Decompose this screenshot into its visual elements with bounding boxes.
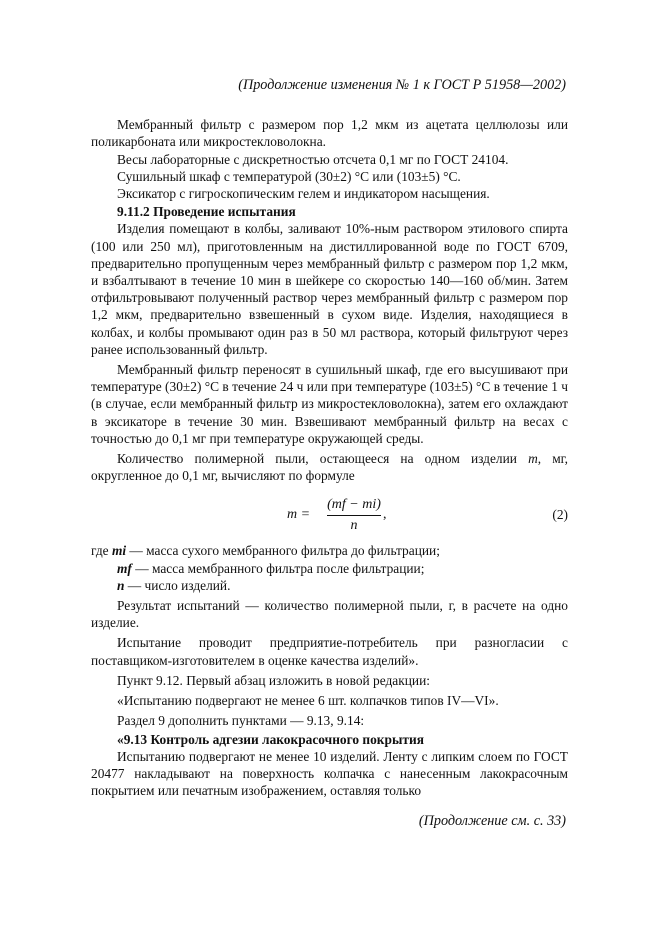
formula-intro-var: m [528, 451, 538, 467]
paragraph-adhesion-test: Испытанию подвергают не менее 10 изделий. Ленту с липким слоем по ГОСТ 20477 накладывают на поверхность колпачка с нанесенным лакокрасочным покрытием или печатным изображением, оставляя только [91, 748, 568, 799]
formula-block [91, 490, 568, 542]
intro-line-desiccator: Эксикатор с гигроскопическим гелем и индикатором насыщения. [117, 186, 490, 202]
legend-item-mf [91, 560, 568, 577]
formula-number: (2) [552, 507, 568, 523]
legend-item-n [91, 577, 568, 594]
legend-text: — масса сухого мембранного фильтра до фильтрации; [126, 543, 440, 559]
paragraph-formula-intro [91, 450, 568, 484]
legend-item-mi [91, 542, 568, 559]
legend-text: — масса мембранного фильтра после фильтрации; [131, 560, 425, 576]
section-heading-9-13: «9.13 Контроль адгезии лакокрасочного покрытия [117, 731, 424, 747]
formula-lhs: m = [287, 507, 311, 523]
legend-term: mf [117, 560, 132, 576]
paragraph-item-9-12: Пункт 9.12. Первый абзац изложить в новой редакции: [117, 672, 430, 688]
formula-denominator: n [350, 517, 358, 533]
formula-intro-post: , мг, округленное до 0,1 мг, вычисляют по формуле [91, 451, 568, 484]
legend-prefix: где [91, 543, 112, 559]
document-page [91, 77, 568, 831]
paragraph-quote-9-12: «Испытанию подвергают не менее 6 шт. колпачков типов IV—VI». [117, 693, 499, 709]
paragraph-procedure: Изделия помещают в колбы, заливают 10%-ным раствором этилового спирта (100 или 250 мл), приготовленным на дистиллированной воде по ГОСТ 6709, предварительно пропущенным через мембранный фильтр с размером пор 1,2 мкм, и взбалтывают в течение 10 мин в шейкере со скоростью 140—160 об/мин. Затем отфильтровывают полученный раствор через мембранный фильтр с размером пор 1,2 мкм, предварительно взвешенный в сухом виде. Изделия, находящиеся в колбах, и колбы промывают один раз в 50 мл раствора, который фильтруют через ранее использованный фильтр. [91, 221, 568, 357]
page-header: (Продолжение изменения № 1 к ГОСТ Р 51958—2002) [238, 77, 566, 93]
paragraph-dispute: Испытание проводит предприятие-потребитель при разногласии с поставщиком-изготовителем в оценке качества изделий». [91, 635, 568, 668]
legend-text: — число изделий. [124, 577, 231, 593]
intro-line-membrane: Мембранный фильтр с размером пор 1,2 мкм из ацетата целлюлозы или поликарбоната или микростекловолокна. [91, 117, 568, 150]
paragraph-drying: Мембранный фильтр переносят в сушильный шкаф, где его высушивают при температуре (30±2) °С в течение 24 ч или при температуре (103±5) °С в течение 1 ч (в случае, если мембранный фильтр из микростекловолокна), затем его охлаждают в эксикаторе в течение 30 мин. Взвешивают мембранный фильтр на весах с точностью до 0,1 мг при температуре окружающей среды. [91, 362, 568, 446]
legend-term: mi [111, 543, 127, 559]
legend-term: n [117, 577, 125, 593]
intro-line-oven: Сушильный шкаф с температурой (30±2) °С или (103±5) °С. [117, 168, 461, 184]
section-heading-9-11-2: 9.11.2 Проведение испытания [117, 204, 296, 220]
paragraph-section-9-addition: Раздел 9 дополнить пунктами — 9.13, 9.14: [117, 713, 365, 729]
formula-numerator: (mf − mi) [327, 496, 381, 515]
formula-comma: , [383, 507, 387, 523]
intro-line-scales: Весы лабораторные с дискретностью отсчета 0,1 мг по ГОСТ 24104. [117, 151, 509, 167]
paragraph-result: Результат испытаний — количество полимерной пыли, г, в расчете на одно изделие. [91, 598, 568, 631]
formula-fraction [327, 496, 381, 533]
formula-intro-pre: Количество полимерной пыли, остающееся на одном изделии [117, 451, 529, 467]
formula-legend [91, 542, 568, 594]
page-footer: (Продолжение см. с. 33) [418, 813, 566, 830]
